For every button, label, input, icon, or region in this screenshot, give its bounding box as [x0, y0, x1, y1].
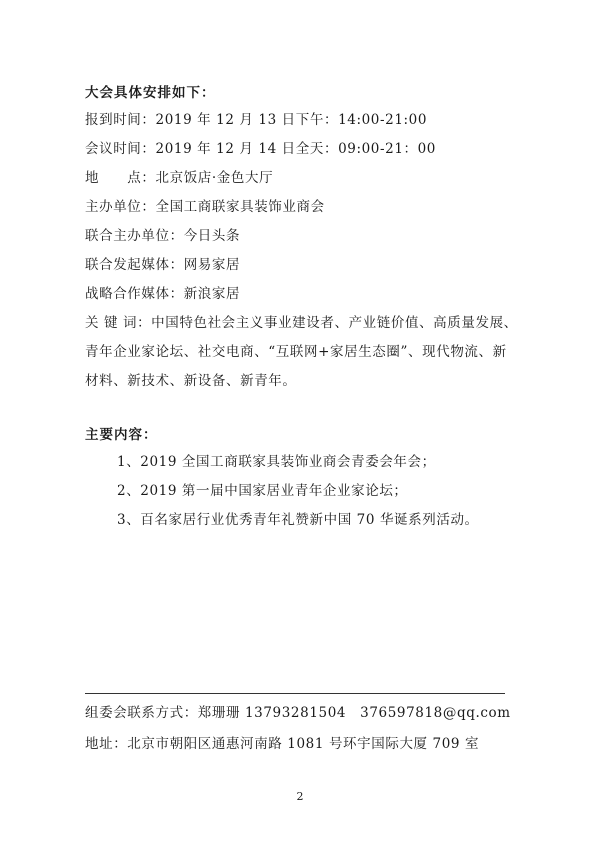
- contact-info: 组委会联系方式：郑珊珊 13793281504 376597818@qq.com: [85, 705, 511, 721]
- registration-time: 报到时间：2019 年 12 月 13 日下午：14:00-21:00: [85, 112, 428, 128]
- footer-divider: [85, 693, 505, 694]
- keywords-line-1: 关 键 词：中国特色社会主义事业建设者、产业链价值、高质量发展、: [85, 315, 518, 331]
- content-item-1: 1、2019 全国工商联家具装饰业商会青委会年会；: [117, 454, 436, 470]
- arrangement-heading: 大会具体安排如下：: [85, 85, 216, 101]
- content-heading: 主要内容：: [85, 427, 158, 443]
- content-item-2: 2、2019 第一届中国家居业青年企业家论坛；: [117, 483, 408, 499]
- venue: 地 点：北京饭店·金色大厅: [85, 170, 274, 186]
- keywords-line-3: 材料、新技术、新设备、新青年。: [85, 373, 297, 389]
- meeting-time: 会议时间：2019 年 12 月 14 日全天：09:00-21：00: [85, 141, 436, 157]
- content-item-3: 3、百名家居行业优秀青年礼赞新中国 70 华诞系列活动。: [117, 512, 479, 528]
- co-organizer: 联合主办单位：今日头条: [85, 228, 241, 244]
- organizer: 主办单位：全国工商联家具装饰业商会: [85, 199, 325, 215]
- strategic-media: 战略合作媒体：新浪家居: [85, 286, 241, 302]
- keywords-line-2: 青年企业家论坛、社交电商、“互联网+家居生态圈”、现代物流、新: [85, 344, 507, 360]
- page-number: 2: [296, 790, 304, 803]
- address: 地址：北京市朝阳区通惠河南路 1081 号环宇国际大厦 709 室: [85, 736, 480, 752]
- co-initiating-media: 联合发起媒体：网易家居: [85, 257, 241, 273]
